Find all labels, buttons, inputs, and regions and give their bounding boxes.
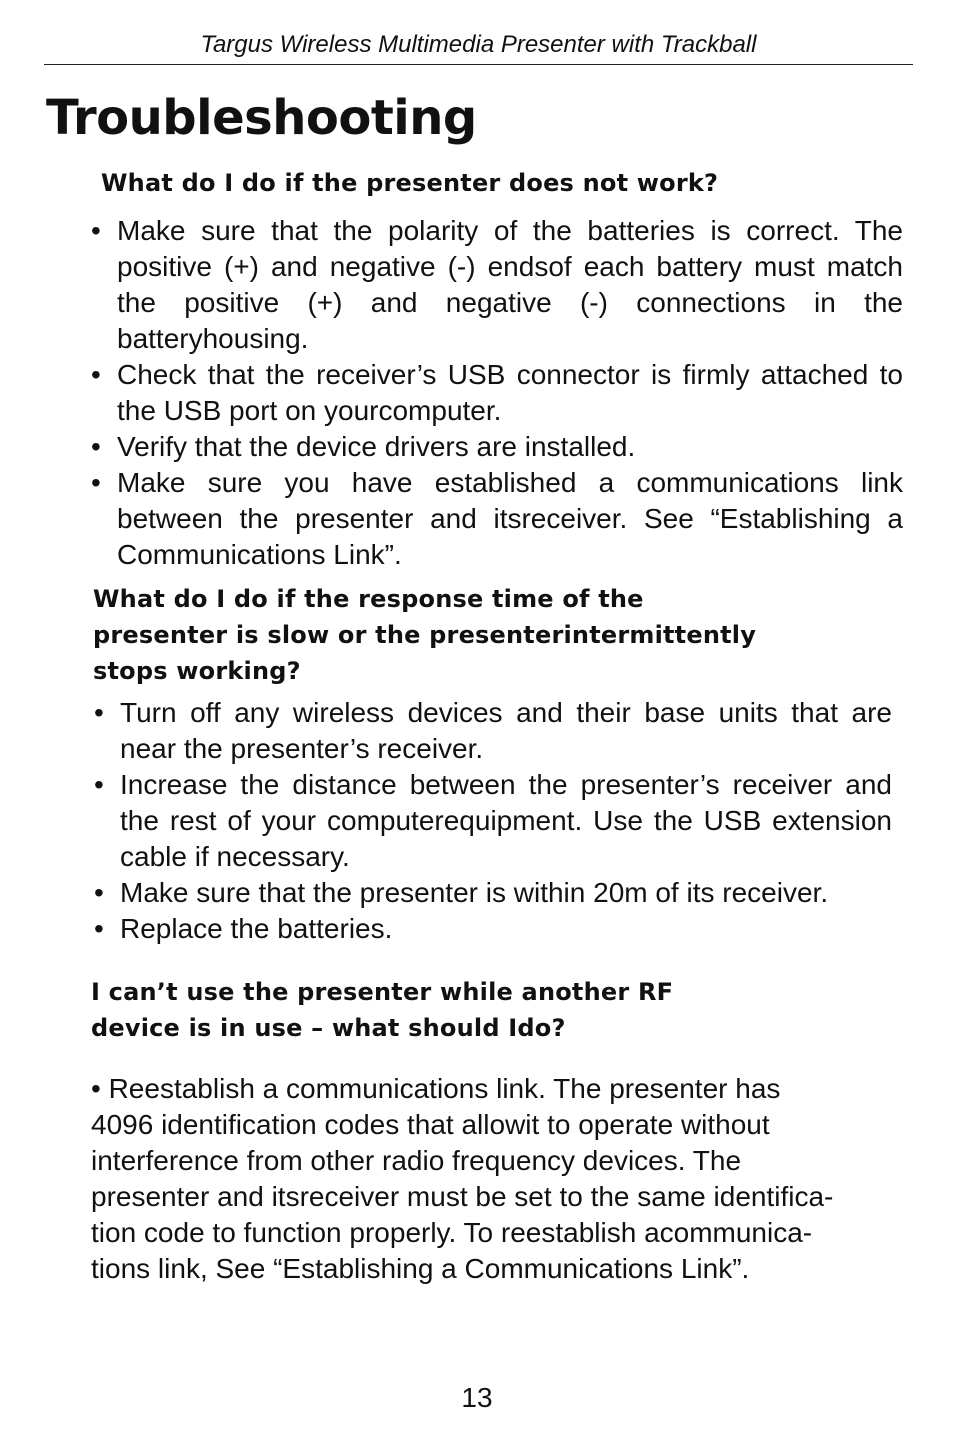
question-line: stops working? xyxy=(93,657,301,685)
bullet-icon: • xyxy=(91,215,101,246)
bullet-icon: • xyxy=(91,359,101,390)
bullet-icon: • xyxy=(94,769,104,800)
paragraph-line: 4096 identification codes that allowit to operate without xyxy=(91,1109,770,1140)
section-2-question xyxy=(93,581,756,689)
running-header-title: Targus Wireless Multimedia Presenter with Trackball xyxy=(200,31,757,58)
list-item-text: Make sure that the polarity of the batteries is correct. The positive (+) and negative (-) endsof each battery must match the positive (+) and negative (-) connections in the batteryhousing. xyxy=(117,215,903,354)
list-item-text: Verify that the device drivers are installed. xyxy=(117,431,636,462)
question-line: What do I do if the response time of the xyxy=(93,585,644,613)
bullet-icon: • xyxy=(91,467,101,498)
bullet-icon: • xyxy=(94,877,104,908)
bullet-icon: • xyxy=(94,913,104,944)
list-item xyxy=(94,767,892,875)
page-title: Troubleshooting xyxy=(46,90,477,146)
list-item xyxy=(94,875,892,911)
bullet-icon: • xyxy=(91,431,101,462)
paragraph-line: presenter and itsreceiver must be set to the same identifica- xyxy=(91,1181,834,1212)
paragraph-line: tion code to function properly. To reestablish acommunica- xyxy=(91,1217,813,1248)
list-item-text: Turn off any wireless devices and their base units that are near the presenter’s receiver. xyxy=(120,697,892,764)
list-item-text: Replace the batteries. xyxy=(120,913,393,944)
list-item xyxy=(91,465,903,573)
list-item xyxy=(94,695,892,767)
page-number: 13 xyxy=(461,1382,493,1413)
list-item-text: Make sure you have established a communications link between the presenter and itsreceiver. See “Establishing a Communications Link”. xyxy=(117,467,903,570)
section-1-bullet-list xyxy=(91,213,903,573)
list-item-text: Make sure that the presenter is within 20m of its receiver. xyxy=(120,877,829,908)
section-1-question: What do I do if the presenter does not work? xyxy=(101,169,719,197)
list-item xyxy=(91,429,903,465)
list-item-text: Check that the receiver’s USB connector is firmly attached to the USB port on yourcomputer. xyxy=(117,359,903,426)
list-item xyxy=(91,213,903,357)
section-2-bullet-list xyxy=(94,695,892,947)
paragraph-line: • Reestablish a communications link. The presenter has xyxy=(91,1073,781,1104)
paragraph-line: tions link, See “Establishing a Communications Link”. xyxy=(91,1253,750,1284)
question-line: presenter is slow or the presenterintermittently xyxy=(93,621,757,649)
question-line: device is in use – what should Ido? xyxy=(91,1014,566,1042)
bullet-icon: • xyxy=(94,697,104,728)
header-divider xyxy=(44,64,913,65)
section-3-question xyxy=(91,974,673,1046)
section-3-paragraph xyxy=(91,1071,911,1287)
list-item xyxy=(91,357,903,429)
question-line: I can’t use the presenter while another RF xyxy=(91,978,674,1006)
list-item xyxy=(94,911,892,947)
paragraph-line: interference from other radio frequency devices. The xyxy=(91,1145,742,1176)
list-item-text: Increase the distance between the presenter’s receiver and the rest of your computerequipment. Use the USB extension cable if necessary. xyxy=(120,769,892,872)
